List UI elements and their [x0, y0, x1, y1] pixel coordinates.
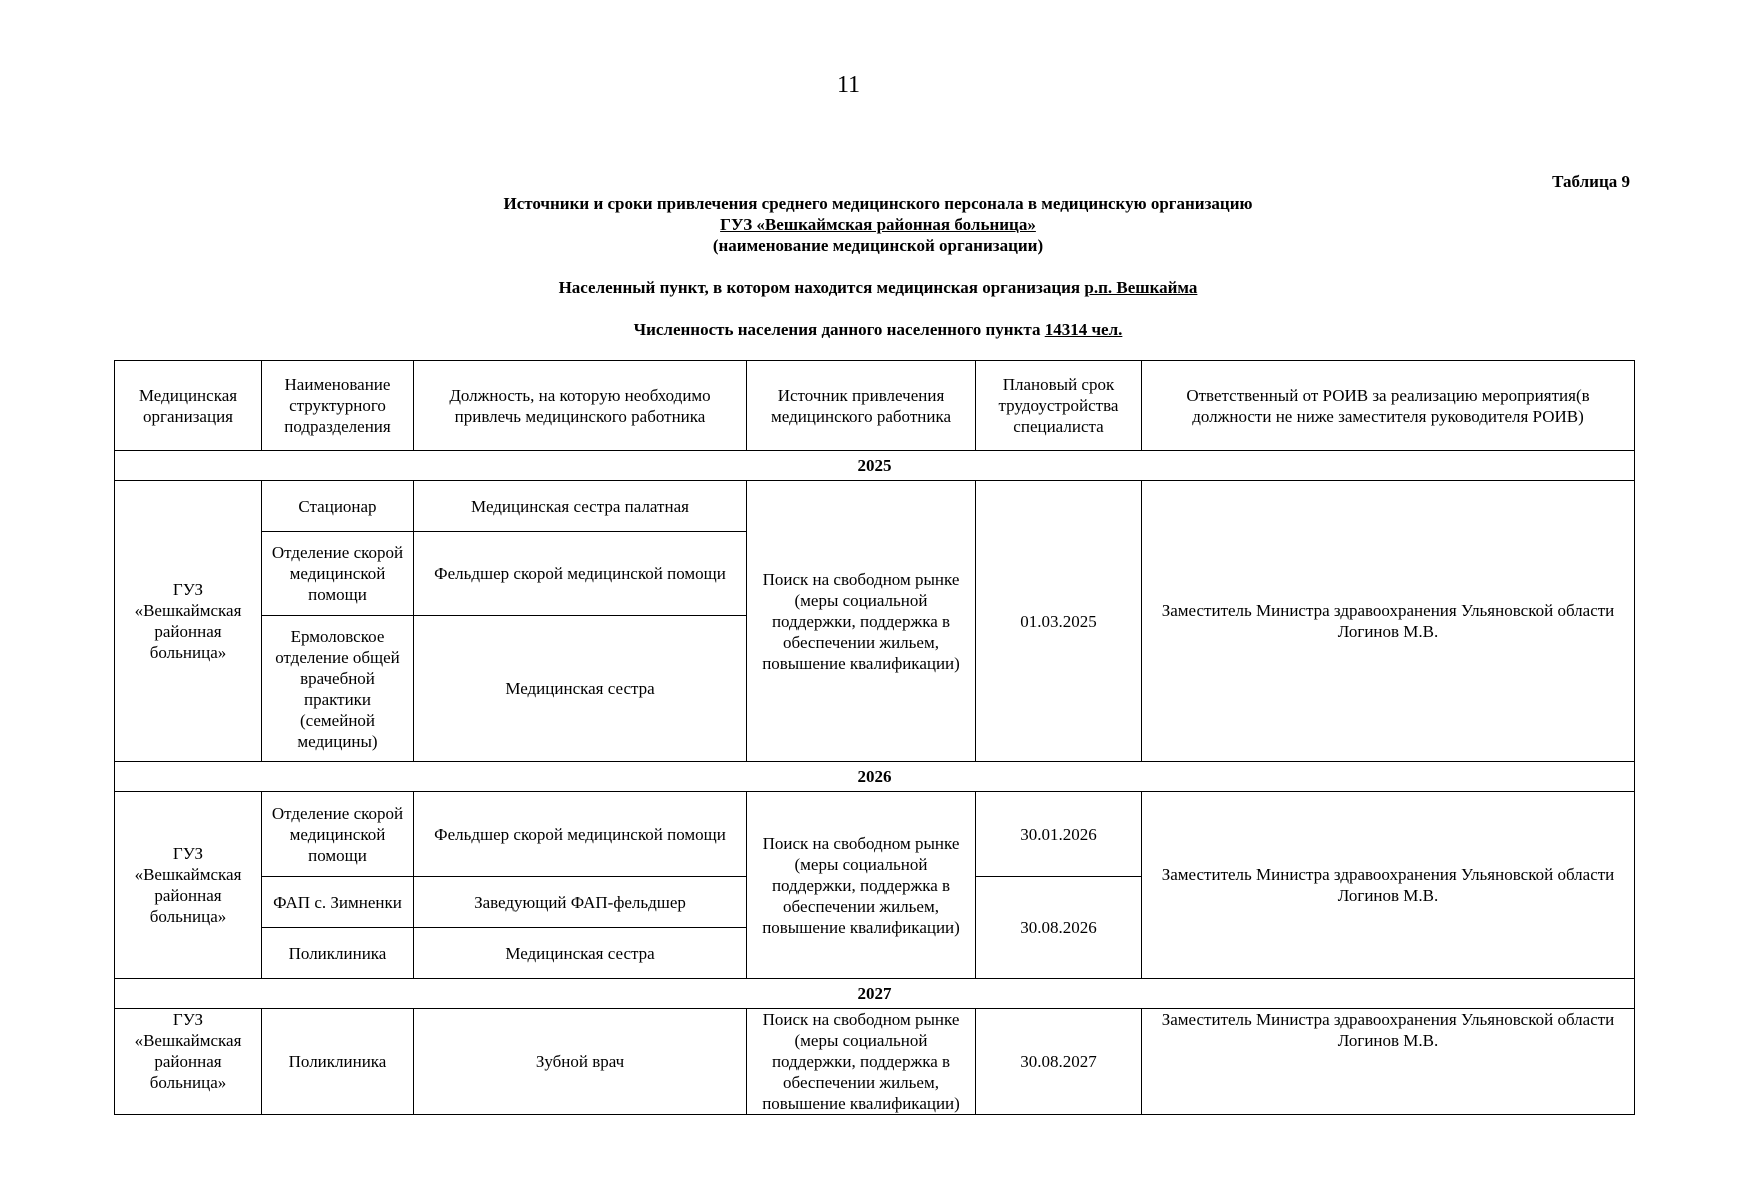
date-cell: 30.01.2026: [976, 792, 1142, 877]
date-cell: 30.08.2027: [976, 1009, 1142, 1115]
year-row-2027: [115, 979, 1635, 1009]
staffing-table: [114, 360, 1635, 1115]
table-header-row: [115, 361, 1635, 451]
organization-cell: ГУЗ «Вешкаймская районная больница»: [115, 792, 262, 979]
organization-caption: (наименование медицинской организации): [712, 236, 1044, 255]
table-row: [115, 792, 1635, 877]
table-row: [115, 481, 1635, 532]
position-cell: Медицинская сестра: [414, 616, 747, 762]
unit-cell: Поликлиника: [262, 1009, 414, 1115]
responsible-cell: Заместитель Министра здравоохранения Ульяновской области Логинов М.В.: [1142, 481, 1635, 762]
source-cell: Поиск на свободном рынке (меры социальной поддержки, поддержка в обеспечении жильем, повышение квалификации): [747, 481, 976, 762]
position-cell: Медицинская сестра: [414, 928, 747, 979]
year-2027: 2027: [115, 979, 1635, 1009]
source-cell: Поиск на свободном рынке (меры социальной поддержки, поддержка в обеспечении жильем, повышение квалификации): [747, 1009, 976, 1115]
organization-cell: ГУЗ «Вешкаймская районная больница»: [115, 1009, 262, 1115]
source-cell: Поиск на свободном рынке (меры социальной поддержки, поддержка в обеспечении жильем, повышение квалификации): [747, 792, 976, 979]
page-number: 11: [836, 72, 861, 98]
year-row-2026: [115, 762, 1635, 792]
document-title: Источники и сроки привлечения среднего медицинского персонала в медицинскую организацию: [503, 194, 1253, 213]
header-organization: Медицинская организация: [115, 361, 262, 451]
position-cell: Медицинская сестра палатная: [414, 481, 747, 532]
position-cell: Зубной врач: [414, 1009, 747, 1115]
locality-label: Населенный пункт, в котором находится медицинская организация: [558, 278, 1081, 297]
unit-cell: Отделение скорой медицинской помощи: [262, 532, 414, 616]
year-row-2025: [115, 451, 1635, 481]
header-source: Источник привлечения медицинского работника: [747, 361, 976, 451]
unit-cell: Отделение скорой медицинской помощи: [262, 792, 414, 877]
unit-cell: Стационар: [262, 481, 414, 532]
unit-cell: Поликлиника: [262, 928, 414, 979]
date-cell: 30.08.2026: [976, 877, 1142, 979]
population-label: Численность населения данного населенного пункта: [633, 320, 1041, 339]
locality-value: р.п. Вешкайма: [1084, 278, 1198, 297]
position-cell: Фельдшер скорой медицинской помощи: [414, 532, 747, 616]
responsible-cell: Заместитель Министра здравоохранения Ульяновской области Логинов М.В.: [1142, 792, 1635, 979]
unit-cell: Ермоловское отделение общей врачебной практики (семейной медицины): [262, 616, 414, 762]
header-date: Плановый срок трудоустройства специалиста: [976, 361, 1142, 451]
population-value: 14314 чел.: [1044, 320, 1123, 339]
year-2026: 2026: [115, 762, 1635, 792]
position-cell: Фельдшер скорой медицинской помощи: [414, 792, 747, 877]
organization-cell: ГУЗ «Вешкаймская районная больница»: [115, 481, 262, 762]
organization-name-text: ГУЗ «Вешкаймская районная больница»: [720, 215, 1036, 234]
header-responsible: Ответственный от РОИВ за реализацию мероприятия(в должности не ниже заместителя руководителя РОИВ): [1142, 361, 1635, 451]
year-2025: 2025: [115, 451, 1635, 481]
responsible-cell: Заместитель Министра здравоохранения Ульяновской области Логинов М.В.: [1142, 1009, 1635, 1115]
unit-cell: ФАП с. Зимненки: [262, 877, 414, 928]
table-row: [115, 1009, 1635, 1115]
table-label: Таблица 9: [1552, 172, 1630, 191]
header-position: Должность, на которую необходимо привлечь медицинского работника: [414, 361, 747, 451]
header-unit: Наименование структурного подразделения: [262, 361, 414, 451]
date-cell: 01.03.2025: [976, 481, 1142, 762]
position-cell: Заведующий ФАП-фельдшер: [414, 877, 747, 928]
